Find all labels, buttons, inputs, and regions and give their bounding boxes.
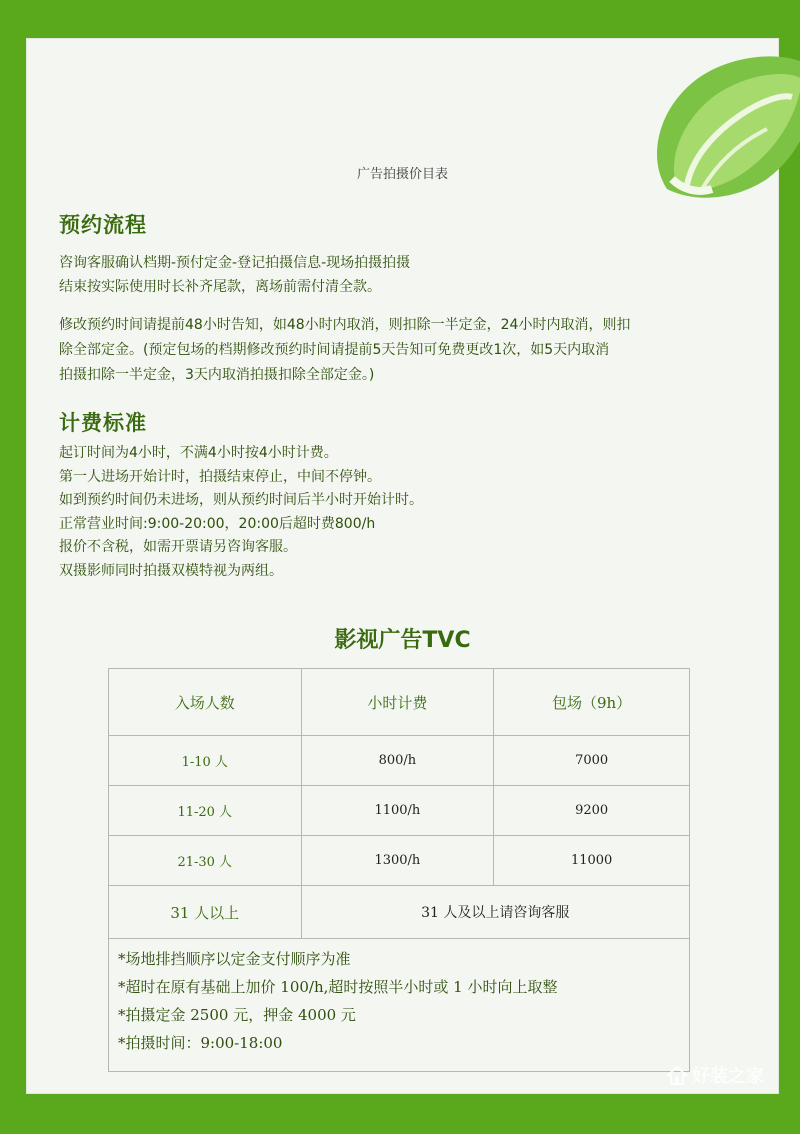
note-line: *超时在原有基础上加价 100/h,超时按照半小时或 1 小时向上取整 [118,978,558,996]
row-hourly: 800/h [301,736,494,786]
note-line: *拍摄定金 2500 元，押金 4000 元 [118,1006,356,1024]
house-icon [666,1064,688,1086]
table-row [109,736,690,786]
billing-rules [59,442,759,583]
table-row [109,886,690,939]
cancel-policy [59,313,759,388]
row-headcount: 21-30 人 [109,836,302,886]
billing-line: 第一人进场开始计时，拍摄结束停止，中间不停钟。 [59,468,381,485]
table-row [109,786,690,836]
page-title: 广告拍摄价目表 [356,167,448,182]
cancel-line: 除全部定金。(预定包场的档期修改预约时间请提前5天告知可免费更改1次，如5天内取消 [59,342,610,358]
cancel-line: 拍摄扣除一半定金，3天内取消拍摄扣除全部定金。) [59,367,375,383]
header-headcount: 入场人数 [109,669,302,736]
table-header-row [109,669,690,736]
row-headcount: 31 人以上 [109,886,302,939]
booking-process [59,251,759,299]
watermark [666,1062,764,1088]
row-fullday: 7000 [494,736,690,786]
row-consult: 31 人及以上请咨询客服 [301,886,689,939]
price-card [26,38,779,1094]
row-hourly: 1300/h [301,836,494,886]
header-fullday: 包场（9h） [494,669,690,736]
row-fullday: 9200 [494,786,690,836]
row-fullday: 11000 [494,836,690,886]
watermark-text: 好装之家 [692,1066,764,1087]
tvc-title: 影视广告TVC [334,628,471,653]
billing-line: 如到预约时间仍未进场，则从预约时间后半小时开始计时。 [59,492,423,508]
billing-line: 报价不含税，如需开票请另咨询客服。 [59,539,297,555]
cancel-line: 修改预约时间请提前48小时告知，如48小时内取消，则扣除一半定金，24小时内取消，则扣 [59,317,631,333]
note-line: *场地排挡顺序以定金支付顺序为准 [118,950,351,968]
billing-line: 正常营业时间:9:00-20:00，20:00后超时费800/h [59,515,376,532]
booking-heading: 预约流程 [59,213,147,237]
booking-line: 咨询客服确认档期-预付定金-登记拍摄信息-现场拍摄拍摄 [59,255,411,271]
row-headcount: 1-10 人 [109,736,302,786]
table-row [109,836,690,886]
billing-heading: 计费标准 [59,411,147,435]
price-table [108,668,690,1072]
billing-line: 起订时间为4小时，不满4小时按4小时计费。 [59,445,338,461]
cabbage-icon [627,39,800,209]
note-line: *拍摄时间：9:00-18:00 [118,1034,283,1052]
header-hourly: 小时计费 [301,669,494,736]
row-hourly: 1100/h [301,786,494,836]
notes-row [109,939,690,1072]
row-headcount: 11-20 人 [109,786,302,836]
table-notes [109,939,690,1072]
billing-line: 双摄影师同时拍摄双模特视为两组。 [59,562,283,579]
booking-line: 结束按实际使用时长补齐尾款，离场前需付清全款。 [59,279,381,295]
